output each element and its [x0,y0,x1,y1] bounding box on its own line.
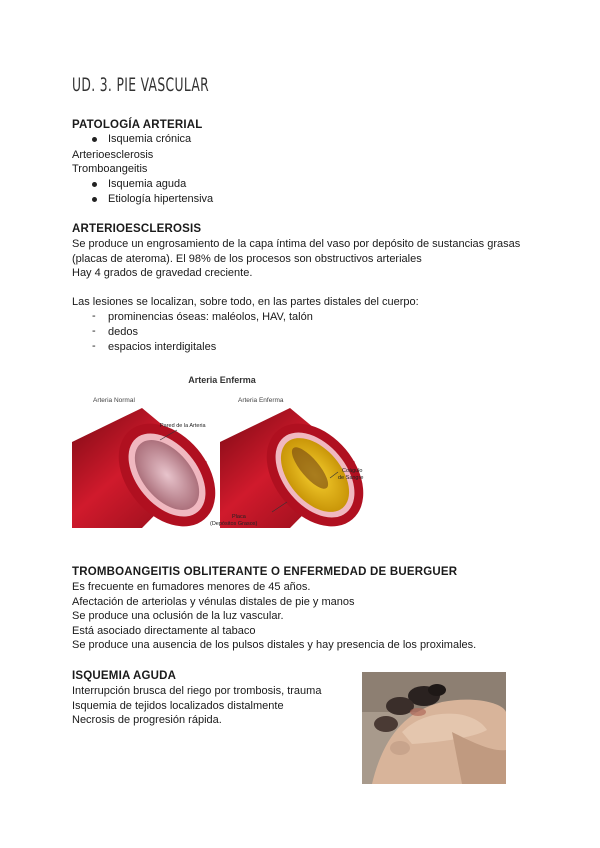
label-enferma: Arteria Enferma [238,397,284,404]
ischemic-foot-photo [362,672,506,784]
paragraph-line: Las lesiones se localizan, sobre todo, en las partes distales del cuerpo: [72,296,419,308]
label-coagulo-1: Coágulo [342,468,363,474]
paragraph-line: Hay 4 grados de gravedad creciente. [72,267,253,279]
list-item: Etiología hipertensiva [108,193,214,205]
bullet-dot [92,182,97,187]
label-pared: Pared de la Arteria [160,423,206,429]
list-item: Isquemia crónica [108,133,192,145]
dash-marker: - [92,340,96,352]
section-heading-arterioesclerosis: ARTERIOESCLEROSIS [72,223,202,235]
text-line: Se produce una oclusión de la luz vascular. [72,610,284,622]
text-line: Tromboangeitis [72,163,148,175]
list-item: espacios interdigitales [108,341,217,353]
text-line: Interrupción brusca del riego por trombosis, trauma [72,685,322,697]
list-item: Isquemia aguda [108,178,187,190]
text-line: Necrosis de progresión rápida. [72,714,222,726]
label-coagulo-2: de Sangre [338,475,364,481]
text-line: Arterioesclerosis [72,149,154,161]
page-title: UD. 3. PIE VASCULAR [72,74,210,96]
foot-photo-image [362,672,506,784]
dash-marker: - [92,325,96,337]
figure-title: Arteria Enferma [188,375,256,385]
text-line: Se produce una ausencia de los pulsos distales y hay presencia de los proximales. [72,639,477,651]
artery-illustration [72,370,372,540]
paragraph-line: (placas de ateroma). El 98% de los procesos son obstructivos arteriales [72,253,422,265]
text-line: Está asociado directamente al tabaco [72,625,256,637]
label-placa-1: Placa [232,514,246,520]
bullet-dot [92,197,97,202]
section-heading-isquemia-aguda: ISQUEMIA AGUDA [72,670,177,682]
list-item: dedos [108,326,138,338]
list-item: prominencias óseas: maléolos, HAV, talón [108,311,313,323]
text-line: Isquemia de tejidos localizados distalmente [72,700,284,712]
label-normal: Arteria Normal [93,397,135,404]
dash-marker: - [92,310,96,322]
text-line: Afectación de arteriolas y vénulas distales de pie y manos [72,596,355,608]
section-heading-patologia: PATOLOGÍA ARTERIAL [72,119,203,131]
bullet-dot [92,137,97,142]
section-heading-tromboangeitis: TROMBOANGEITIS OBLITERANTE O ENFERMEDAD DE BUERGUER [72,566,458,578]
text-line: Es frecuente en fumadores menores de 45 años. [72,581,311,593]
paragraph-line: Se produce un engrosamiento de la capa íntima del vaso por depósito de sustancias grasas [72,238,521,250]
label-placa-2: (Depósitos Grasos) [210,521,258,527]
